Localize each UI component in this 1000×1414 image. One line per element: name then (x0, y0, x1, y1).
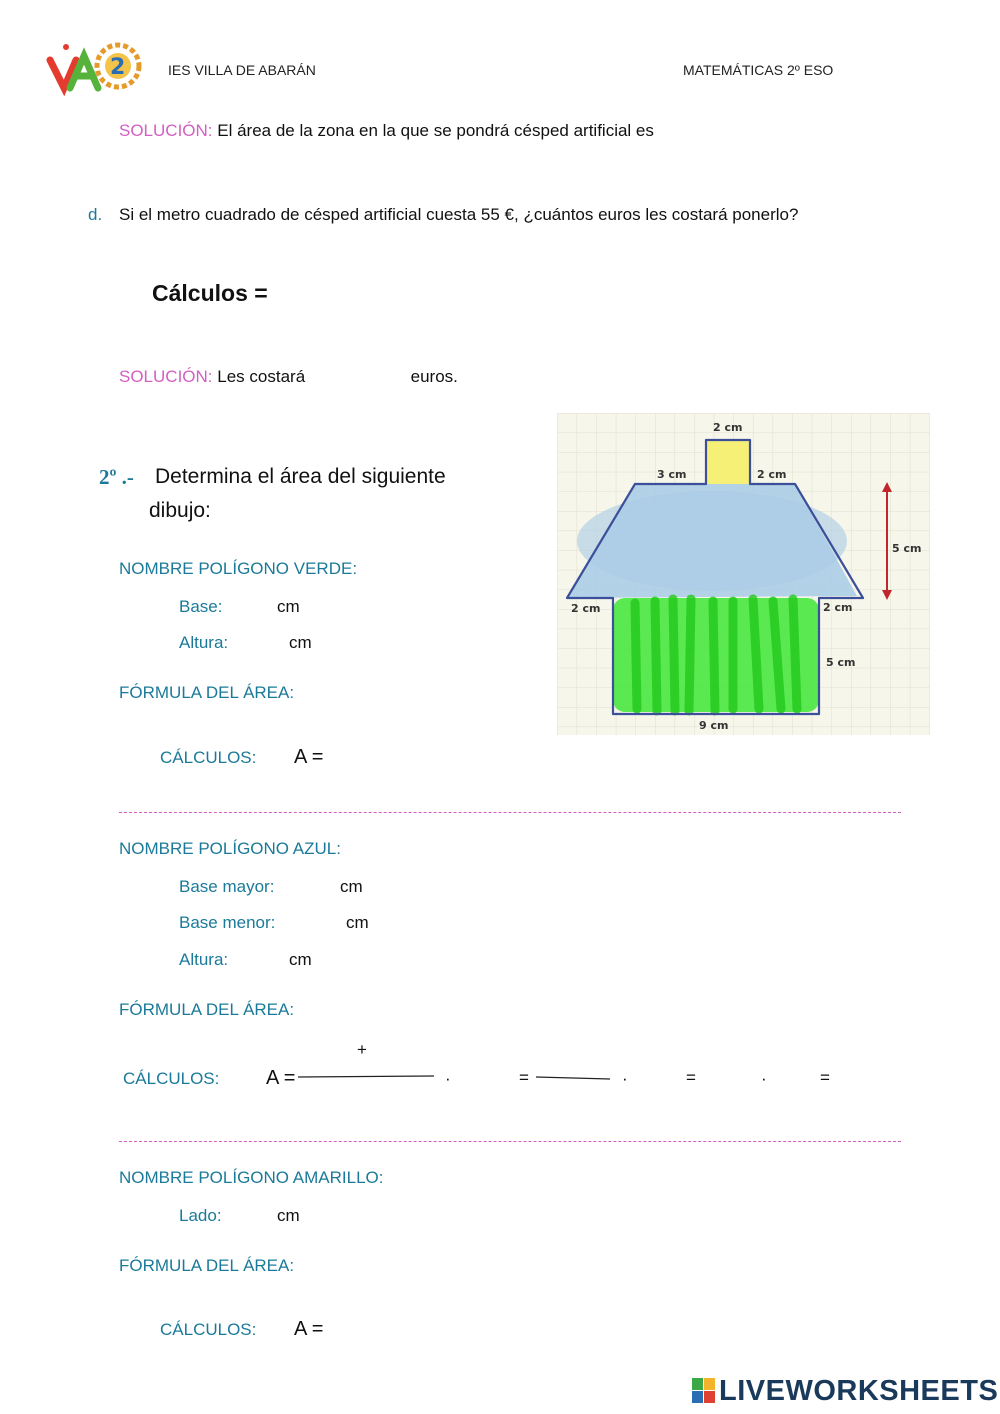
equals-3: = (820, 1068, 830, 1087)
dot-2: · (622, 1069, 628, 1088)
yellow-side-unit: cm (277, 1206, 300, 1225)
solution-unit: euros. (410, 367, 458, 386)
solution-label: SOLUCIÓN: (119, 121, 213, 140)
blue-plus-sign: + (357, 1040, 367, 1059)
school-name: IES VILLA DE ABARÁN (168, 62, 316, 78)
fraction-lines (296, 1070, 616, 1082)
dot-1: · (445, 1069, 451, 1088)
exercise-title-2: dibujo: (149, 499, 211, 522)
green-calc-expr: A = (294, 746, 324, 768)
green-name-label: NOMBRE POLÍGONO VERDE: (119, 559, 358, 578)
green-height-unit: cm (289, 633, 312, 652)
divider (119, 812, 901, 813)
label-bottom: 9 cm (699, 719, 729, 732)
blue-formula-label: FÓRMULA DEL ÁREA: (119, 1000, 295, 1019)
green-base-label: Base: (179, 597, 223, 616)
exercise-number: 2º .- (99, 465, 134, 489)
green-calc-label: CÁLCULOS: (160, 748, 257, 767)
blue-calc-expr: A = (266, 1067, 296, 1089)
yellow-calc-label: CÁLCULOS: (160, 1320, 257, 1339)
question-letter: d. (88, 205, 103, 224)
divider (119, 1141, 901, 1142)
blue-name-label: NOMBRE POLÍGONO AZUL: (119, 839, 341, 858)
equals-1: = (519, 1068, 529, 1087)
blue-calc-label: CÁLCULOS: (123, 1069, 220, 1088)
label-top-left: 3 cm (657, 468, 687, 481)
exercise-title-1: Determina el área del siguiente (155, 465, 446, 488)
school-logo (46, 38, 146, 96)
label-height-trap: 5 cm (892, 542, 922, 555)
green-formula-label: FÓRMULA DEL ÁREA: (119, 683, 295, 702)
yellow-side-label: Lado: (179, 1206, 222, 1225)
label-top: 2 cm (713, 421, 743, 434)
solution-text: El área de la zona en la que se pondrá césped artificial es (217, 121, 654, 140)
liveworksheets-icon (692, 1378, 716, 1404)
green-rectangle (613, 598, 819, 712)
solution-d (119, 367, 458, 387)
green-height-label: Altura: (179, 633, 229, 652)
dot-3: · (761, 1069, 767, 1088)
label-top-right: 2 cm (757, 468, 787, 481)
label-left: 2 cm (571, 602, 601, 615)
blue-height-unit: cm (289, 950, 312, 969)
calc-heading: Cálculos = (152, 280, 268, 306)
label-right: 2 cm (823, 601, 853, 614)
liveworksheets-brand (692, 1374, 998, 1408)
equals-2: = (686, 1068, 696, 1087)
question-d: Si el metro cuadrado de césped artificial cuesta 55 €, ¿cuántos euros les costará ponerlo? (119, 205, 799, 224)
yellow-square (706, 440, 750, 484)
yellow-formula-label: FÓRMULA DEL ÁREA: (119, 1256, 295, 1275)
blue-small-base-unit: cm (346, 913, 369, 932)
house-figure (557, 413, 930, 735)
label-height-rect: 5 cm (826, 656, 856, 669)
yellow-calc-expr: A = (294, 1318, 324, 1340)
solution-label: SOLUCIÓN: (119, 367, 213, 386)
solution-text: Les costará (217, 367, 306, 386)
blue-big-base-label: Base mayor: (179, 877, 275, 896)
blue-big-base-unit: cm (340, 877, 363, 896)
solution-c (119, 121, 654, 141)
yellow-name-label: NOMBRE POLÍGONO AMARILLO: (119, 1168, 384, 1187)
brand-text: LIVEWORKSHEETS (719, 1374, 999, 1407)
subject-name: MATEMÁTICAS 2º ESO (683, 62, 834, 78)
blue-height-label: Altura: (179, 950, 229, 969)
green-base-unit: cm (277, 597, 300, 616)
svg-text:2: 2 (110, 55, 126, 80)
blue-small-base-label: Base menor: (179, 913, 276, 932)
